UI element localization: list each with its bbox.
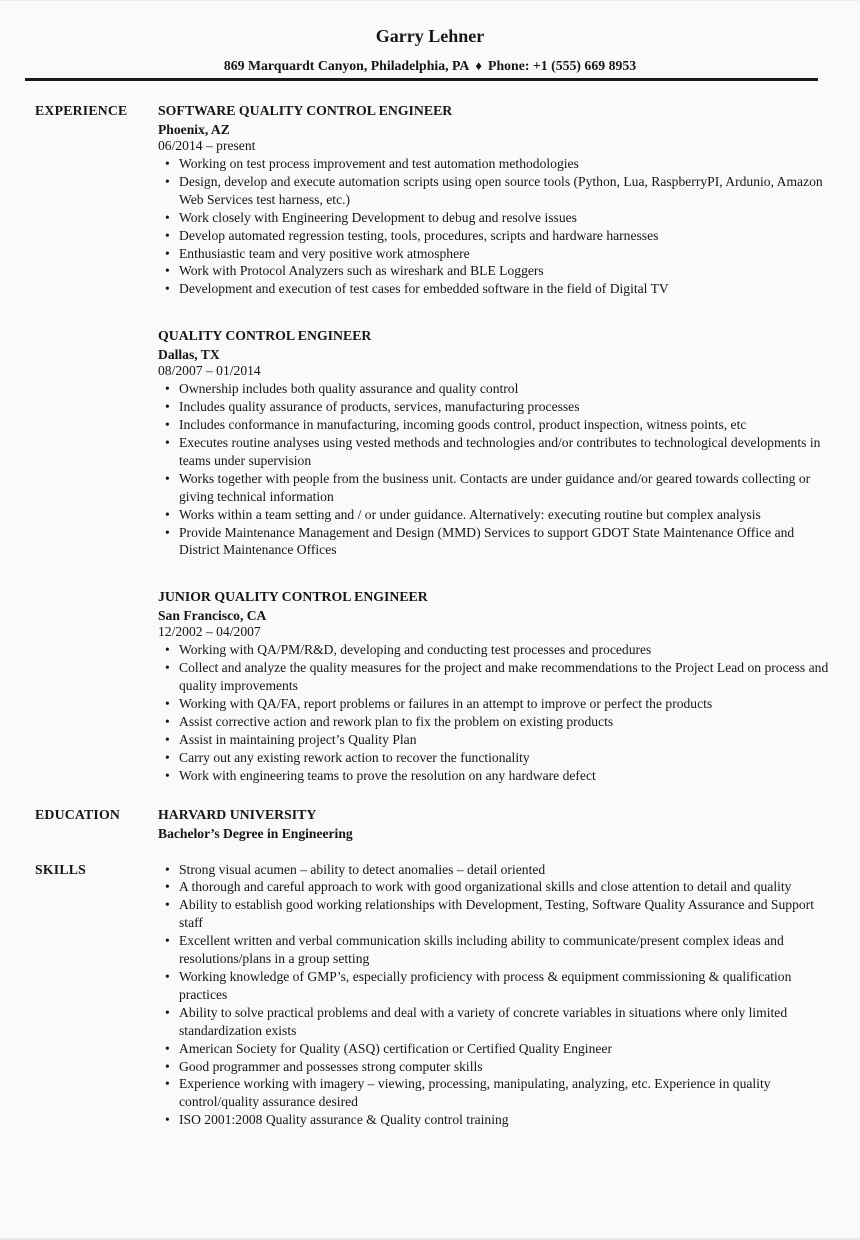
contact-line: [0, 58, 860, 74]
education-content: [158, 805, 830, 843]
bullet-item: • Works within a team setting and / or under guidance. Alternatively: executing routine but complex analysis: [158, 506, 830, 524]
job-bullet-list: [158, 641, 830, 784]
job-entry-3: [158, 587, 830, 784]
job-title: QUALITY CONTROL ENGINEER: [158, 328, 372, 344]
bullet-item: • Design, develop and execute automation scripts using open source tools (Python, Lua, RaspberryPI, Ardunio, Amazon Web Services test harness, etc.): [158, 173, 830, 209]
job-entry-1: [158, 101, 830, 298]
bullet-item: • Experience working with imagery – viewing, processing, manipulating, analyzing, etc. Experience in quality control/quality assurance desired: [158, 1075, 830, 1111]
job-entry-2: [158, 326, 830, 559]
resume-header: [0, 1, 860, 81]
experience-content: [158, 101, 830, 785]
education-school: HARVARD UNIVERSITY: [158, 806, 317, 822]
bullet-item: • Provide Maintenance Management and Design (MMD) Services to support GDOT State Maintenance Office and District Maintenance Offices: [158, 524, 830, 560]
bullet-item: • Working knowledge of GMP’s, especially proficiency with process & equipment commissioning & qualification practices: [158, 968, 830, 1004]
skills-bullet-list: [158, 861, 830, 1130]
bullet-item: • Works together with people from the business unit. Contacts are under guidance and/or geared towards collecting or giving technical information: [158, 470, 830, 506]
bullet-item: • American Society for Quality (ASQ) certification or Certified Quality Engineer: [158, 1040, 830, 1058]
bullet-item: • Enthusiastic team and very positive work atmosphere: [158, 245, 830, 263]
candidate-name: Garry Lehner: [375, 26, 485, 46]
bullet-item: • Collect and analyze the quality measures for the project and make recommendations to the Project Lead on process and quality improvements: [158, 659, 830, 695]
bullet-item: • A thorough and careful approach to work with good organizational skills and close attention to detail and quality: [158, 878, 830, 896]
bullet-item: • Development and execution of test cases for embedded software in the field of Digital TV: [158, 280, 830, 298]
job-title: JUNIOR QUALITY CONTROL ENGINEER: [158, 589, 428, 605]
contact-phone: Phone: +1 (555) 669 8953: [488, 58, 637, 73]
section-label-experience: EXPERIENCE: [35, 103, 128, 118]
bullet-item: • Assist in maintaining project’s Quality Plan: [158, 731, 830, 749]
bullet-item: • Strong visual acumen – ability to detect anomalies – detail oriented: [158, 861, 830, 879]
job-location: Phoenix, AZ: [158, 122, 230, 137]
job-dates: 08/2007 – 01/2014: [158, 363, 261, 379]
bullet-item: • Work closely with Engineering Development to debug and resolve issues: [158, 209, 830, 227]
bullet-item: • Working on test process improvement and test automation methodologies: [158, 155, 830, 173]
bullet-item: • Good programmer and possesses strong computer skills: [158, 1058, 830, 1076]
section-label-skills: SKILLS: [35, 861, 87, 877]
bullet-item: • Excellent written and verbal communication skills including ability to communicate/present complex ideas and resolutions/plans in a group setting: [158, 932, 830, 968]
job-dates: 06/2014 – present: [158, 138, 256, 153]
job-bullet-list: [158, 380, 830, 559]
bullet-item: • Includes conformance in manufacturing, incoming goods control, product inspection, witness points, etc: [158, 416, 830, 434]
diamond-separator-icon: ♦: [475, 58, 483, 73]
job-dates: 12/2002 – 04/2007: [158, 624, 261, 640]
skills-section: [35, 860, 830, 1130]
contact-address: 869 Marquardt Canyon, Philadelphia, PA: [223, 58, 470, 73]
bullet-item: • Ability to establish good working relationships with Development, Testing, Software Quality Assurance and Support staff: [158, 896, 830, 932]
job-title: SOFTWARE QUALITY CONTROL ENGINEER: [158, 103, 453, 118]
bullet-item: • ISO 2001:2008 Quality assurance & Quality control training: [158, 1111, 830, 1129]
bullet-item: • Includes quality assurance of products, services, manufacturing processes: [158, 398, 830, 416]
job-bullet-list: [158, 155, 830, 298]
job-location: Dallas, TX: [158, 347, 220, 363]
job-location: San Francisco, CA: [158, 608, 267, 624]
bullet-item: • Ability to solve practical problems and deal with a variety of concrete variables in situations where only limited standardization exists: [158, 1004, 830, 1040]
bullet-item: • Carry out any existing rework action to recover the functionality: [158, 749, 830, 767]
bullet-item: • Work with engineering teams to prove the resolution on any hardware defect: [158, 767, 830, 785]
skills-content: [158, 860, 830, 1130]
bullet-item: • Assist corrective action and rework plan to fix the problem on existing products: [158, 713, 830, 731]
education-section: [35, 805, 830, 843]
bullet-item: • Working with QA/PM/R&D, developing and conducting test processes and procedures: [158, 641, 830, 659]
bullet-item: • Develop automated regression testing, tools, procedures, scripts and hardware harnesses: [158, 227, 830, 245]
experience-section: [35, 101, 830, 785]
education-degree: Bachelor’s Degree in Engineering: [158, 825, 353, 841]
bullet-item: • Ownership includes both quality assurance and quality control: [158, 380, 830, 398]
resume-body: [0, 81, 860, 1129]
bullet-item: • Work with Protocol Analyzers such as wireshark and BLE Loggers: [158, 262, 830, 280]
bullet-item: • Working with QA/FA, report problems or failures in an attempt to improve or perfect the products: [158, 695, 830, 713]
bullet-item: • Executes routine analyses using vested methods and technologies and/or contributes to technological developments in teams under supervision: [158, 434, 830, 470]
section-label-education: EDUCATION: [35, 806, 121, 822]
